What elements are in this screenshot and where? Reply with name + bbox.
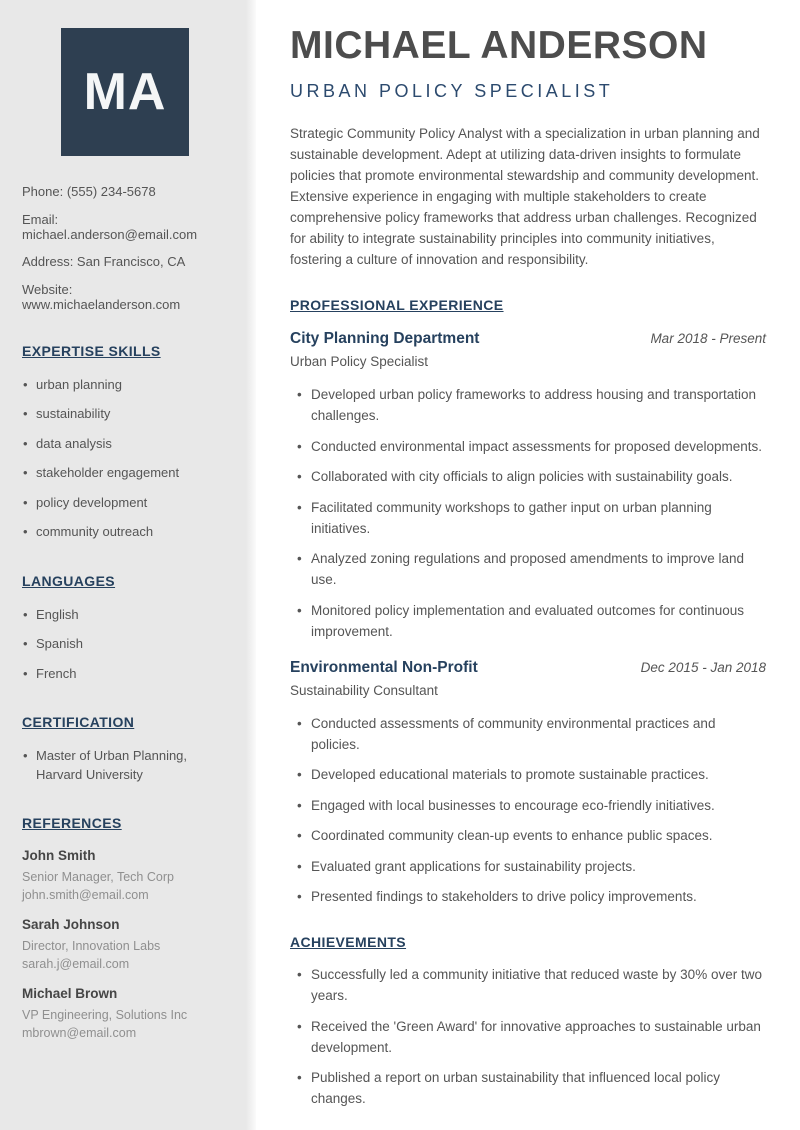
job-header [290, 330, 766, 348]
job-bullet: • Evaluated grant applications for sustainability projects. [290, 856, 766, 877]
summary-text: Strategic Community Policy Analyst with a specialization in urban planning and sustainable development. Adept at utilizing data-driven insights to formulate policies that promote environmental stewardship and community development. Extensive experience in engaging with multiple stakeholders to create comprehensive policy frameworks that address urban challenges. Recognized for ability to integrate sustainability principles into community initiatives, fostering a culture of innovation and responsibility. [290, 126, 760, 267]
experience-entry [290, 659, 766, 908]
skill-item: • urban planning [22, 376, 228, 395]
reference-role: Director, Innovation Labs [22, 939, 161, 953]
skill-item: • sustainability [22, 405, 228, 424]
achievements-list [290, 964, 766, 1109]
contact-phone: Phone: (555) 234-5678 [22, 184, 156, 199]
main-content [256, 0, 800, 1130]
skill-item: • stakeholder engagement [22, 464, 228, 483]
certification-item: • Master of Urban Planning, Harvard University [22, 747, 228, 784]
job-bullet-list [290, 713, 766, 908]
job-dates: Dec 2015 - Jan 2018 [640, 659, 766, 675]
job-bullet: • Coordinated community clean-up events to enhance public spaces. [290, 825, 766, 846]
language-item: • English [22, 606, 228, 625]
monogram-avatar: MA [61, 28, 189, 156]
job-bullet: • Collaborated with city officials to align policies with sustainability goals. [290, 466, 766, 487]
references-heading: REFERENCES [22, 815, 122, 831]
contact-address: Address: San Francisco, CA [22, 254, 186, 269]
skills-heading: EXPERTISE SKILLS [22, 342, 161, 359]
job-bullet: • Analyzed zoning regulations and proposed amendments to improve land use. [290, 548, 766, 590]
achievements-heading: ACHIEVEMENTS [290, 934, 407, 950]
reference-role: Senior Manager, Tech Corp [22, 870, 174, 884]
achievement-bullet: • Published a report on urban sustainability that influenced local policy changes. [290, 1067, 766, 1109]
contact-website: Website: www.michaelanderson.com [22, 281, 181, 312]
languages-list [22, 606, 228, 684]
page-title: MICHAEL ANDERSON [290, 24, 708, 67]
sidebar [0, 0, 256, 1130]
company-name: City Planning Department [290, 330, 480, 347]
contact-email: Email: michael.anderson@email.com [22, 211, 198, 242]
job-bullet: • Facilitated community workshops to gather input on urban planning initiatives. [290, 497, 766, 539]
skill-item: • policy development [22, 494, 228, 513]
reference-role: VP Engineering, Solutions Inc [22, 1008, 188, 1022]
job-bullet: • Engaged with local businesses to encourage eco-friendly initiatives. [290, 795, 766, 816]
skills-list [22, 376, 228, 542]
certification-heading: CERTIFICATION [22, 714, 135, 730]
languages-heading: LANGUAGES [22, 572, 116, 589]
job-bullet: • Developed educational materials to promote sustainable practices. [290, 764, 766, 785]
reference-entry [22, 848, 228, 904]
skill-item: • data analysis [22, 435, 228, 454]
job-header [290, 659, 766, 677]
experience-entry [290, 330, 766, 642]
reference-name: Sarah Johnson [22, 917, 120, 932]
job-title: URBAN POLICY SPECIALIST [290, 81, 614, 101]
job-bullet: • Conducted assessments of community environmental practices and policies. [290, 713, 766, 755]
achievement-bullet: • Received the 'Green Award' for innovative approaches to sustainable urban development. [290, 1016, 766, 1058]
company-name: Environmental Non-Profit [290, 658, 478, 676]
job-role: Urban Policy Specialist [290, 354, 429, 369]
job-bullet: • Developed urban policy frameworks to address housing and transportation challenges. [290, 384, 766, 426]
job-bullet: • Conducted environmental impact assessments for proposed developments. [290, 436, 766, 457]
language-item: • French [22, 665, 228, 684]
job-role: Sustainability Consultant [290, 682, 438, 698]
reference-entry [22, 986, 228, 1042]
reference-entry [22, 917, 228, 973]
job-bullet-list [290, 384, 766, 642]
reference-email: mbrown@email.com [22, 1026, 137, 1040]
reference-email: sarah.j@email.com [22, 957, 130, 971]
job-bullet: • Monitored policy implementation and evaluated outcomes for continuous improvement. [290, 600, 766, 642]
skill-item: • community outreach [22, 523, 228, 542]
contact-info [22, 184, 228, 312]
job-bullet: • Presented findings to stakeholders to drive policy improvements. [290, 886, 766, 907]
certification-list [22, 747, 228, 784]
achievement-bullet: • Successfully led a community initiative that reduced waste by 30% over two years. [290, 964, 766, 1006]
experience-heading: PROFESSIONAL EXPERIENCE [290, 297, 504, 313]
job-dates: Mar 2018 - Present [650, 331, 766, 346]
language-item: • Spanish [22, 635, 228, 654]
reference-name: John Smith [22, 848, 96, 863]
reference-email: john.smith@email.com [22, 888, 149, 902]
reference-name: Michael Brown [22, 986, 118, 1001]
